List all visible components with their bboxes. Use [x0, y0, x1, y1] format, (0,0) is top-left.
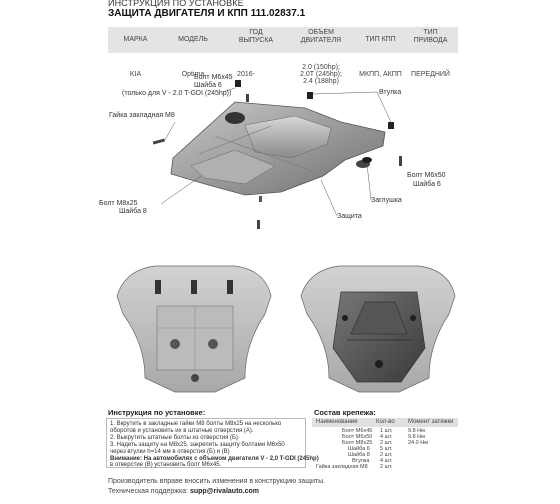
bushing-icon	[388, 122, 394, 129]
plug	[362, 157, 372, 163]
label-only-for: (только для V - 2.0 T-GDI (245hp))	[122, 90, 232, 97]
kit-header-qty: Кол-во	[376, 419, 395, 425]
document-title: ЗАЩИТА ДВИГАТЕЛЯ И КПП 111.02837.1	[108, 8, 306, 19]
bolt-icon	[259, 196, 262, 202]
kit-cell-qty: 2 шт.	[380, 464, 393, 470]
label-washer-6: Шайба 6	[194, 82, 222, 89]
spec-cell-engine: 2.0 (150hp); 2.0T (245hp); 2.4 (188hp)	[300, 64, 342, 85]
kit-cell-name: Шайба 8	[348, 452, 370, 458]
spec-header-model: МОДЕЛЬ	[178, 36, 208, 43]
label-washer-6b: Шайба 6	[413, 181, 441, 188]
leader-line	[377, 92, 391, 122]
kit-table	[312, 428, 458, 472]
instruction-line: в отверстие (В) установить болт М6х45.	[110, 462, 222, 468]
spec-header-engine: ОБЪЕМ ДВИГАТЕЛЯ	[300, 29, 342, 44]
instruction-line: через втулки h=14 мм в отверстия (Б) и (В)	[110, 449, 230, 455]
leader-line	[313, 92, 377, 94]
spec-header-gearbox: ТИП КПП	[365, 36, 396, 43]
instruction-line: 1. Вкрутить в закладные гайки М8 болты М8х25 на несколько	[110, 421, 282, 427]
instruction-line: 3. Надеть защиту на М8х25, закрепить защиту болтами М6х50	[110, 442, 285, 448]
spec-header-year: ГОД ВЫПУСКА	[238, 29, 274, 44]
label-protection: Защита	[337, 213, 362, 220]
installation-drawing	[95, 248, 475, 398]
leader-line	[165, 122, 175, 140]
document-subtitle: ИНСТРУКЦИЯ ПО УСТАНОВКЕ	[108, 0, 244, 8]
kit-cell-name: Шайба 6	[348, 446, 370, 452]
support-email-link[interactable]: supp@rivalauto.com	[189, 488, 260, 495]
kit-cell-qty: 4 шт.	[380, 434, 393, 440]
bolt-icon	[399, 156, 402, 166]
spec-header-drive: ТИП ПРИВОДА	[413, 29, 448, 44]
kit-cell-qty: 5 шт.	[380, 446, 393, 452]
spec-cell-model: Optima	[181, 71, 205, 78]
instruction-warning: Внимание: На автомобилях с объемом двигателя V - 2,0 T-GDI (245hp)	[110, 456, 319, 462]
bushing-icon	[235, 80, 241, 87]
kit-cell-qty: 4 шт.	[380, 458, 393, 464]
view-before	[117, 266, 271, 392]
instruction-line: оборотов и установить их в штатные отверстия (А).	[110, 428, 254, 434]
bolt-icon	[257, 220, 260, 229]
label-nut-m8: Гайка закладная М8	[109, 112, 175, 119]
kit-cell-torque: 9.8 Нм	[408, 434, 425, 440]
skid-plate-drawing	[95, 80, 475, 240]
view-installed	[301, 266, 455, 392]
kit-cell-name: Болт М6х45	[342, 428, 373, 434]
bushing-icon	[307, 92, 313, 99]
label-bolt-m6x45: Болт М6х45	[194, 74, 233, 81]
spec-cell-year: 2016-	[237, 71, 255, 78]
installation-views	[95, 248, 475, 398]
kit-cell-qty: 1 шт.	[380, 428, 393, 434]
kit-cell-name: Гайка закладная М8	[316, 464, 368, 470]
bolt-icon	[246, 94, 249, 102]
label-washer-8: Шайба 8	[119, 208, 147, 215]
kit-cell-name: Болт М6х50	[342, 434, 373, 440]
kit-cell-name: Втулка	[352, 458, 370, 464]
leader-line	[321, 180, 337, 216]
footer-note: Производитель вправе вносить изменения в конструкцию защиты.	[108, 478, 326, 485]
kit-title: Состав крепежа:	[314, 408, 376, 417]
kit-cell-torque: 24.0 Нм	[408, 440, 428, 446]
instructions-box	[106, 418, 319, 468]
spec-cell-brand: KIA	[129, 71, 142, 78]
kit-cell-torque: 9.8 Нм	[408, 428, 425, 434]
spec-header-brand: МАРКА	[123, 36, 148, 43]
footer-support	[108, 488, 259, 495]
kit-cell-name: Болт М8х25	[342, 440, 373, 446]
spec-cell-drive: ПЕРЕДНИЙ	[411, 71, 450, 78]
footer-support-label: Техническая поддержка:	[108, 488, 190, 495]
label-bushing: Втулка	[379, 89, 402, 96]
leader-line	[161, 176, 201, 204]
kit-header-name: Наименование	[316, 419, 358, 425]
spec-cell-gearbox: МКПП, АКПП	[359, 71, 402, 78]
label-bolt-m6x50: Болт М6х50	[407, 172, 446, 179]
instructions-title: Инструкция по установке:	[108, 408, 206, 417]
label-bolt-m8x25: Болт М8х25	[99, 200, 138, 207]
label-plug: Заглушка	[371, 197, 402, 204]
kit-cell-qty: 2 шт.	[380, 452, 393, 458]
leader-line	[367, 164, 371, 200]
instruction-line: 2. Выкрутить штатные болты из отверстия (Б).	[110, 435, 240, 441]
nut-icon	[153, 139, 165, 145]
kit-header-torque: Момент затяжки	[408, 419, 454, 425]
hole-a	[225, 112, 245, 124]
kit-cell-qty: 2 шт.	[380, 440, 393, 446]
kit-header	[312, 418, 458, 427]
